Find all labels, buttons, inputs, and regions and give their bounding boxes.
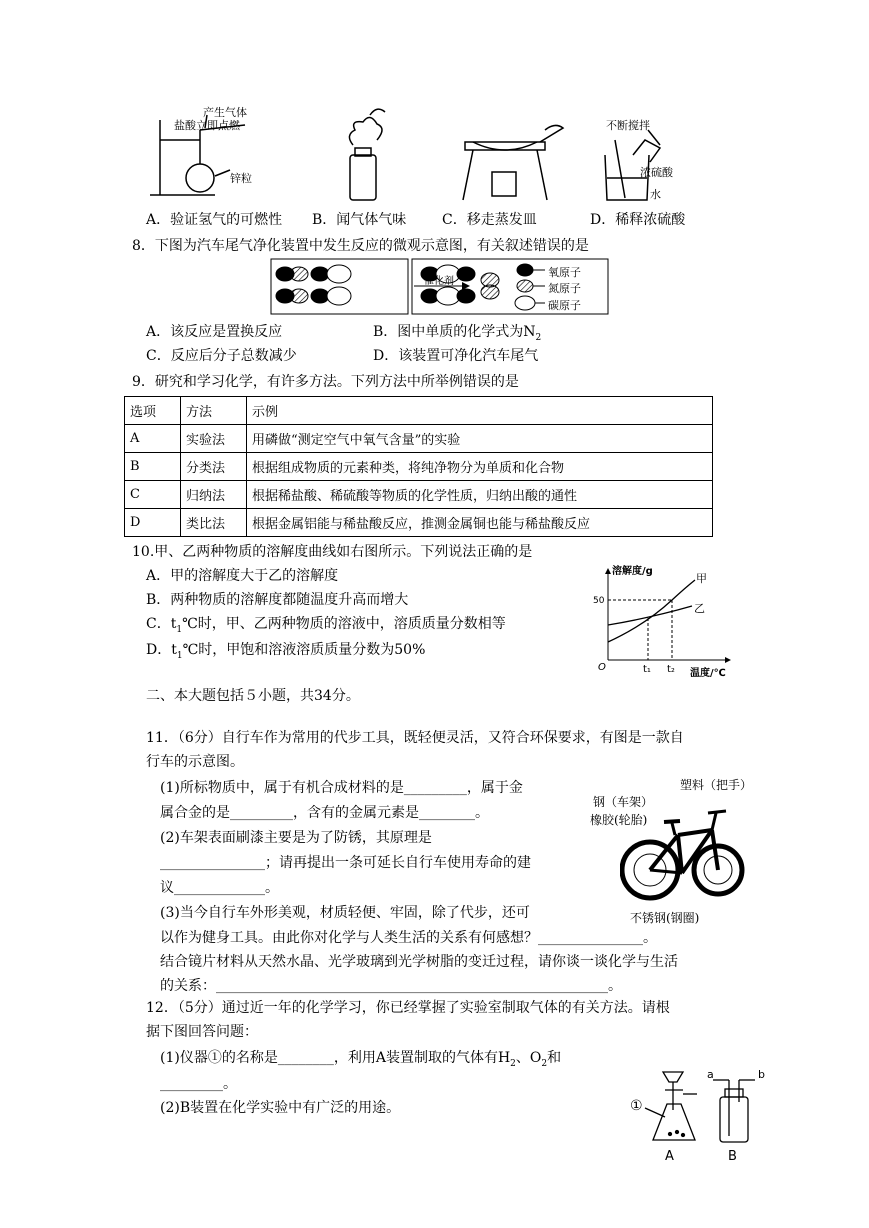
- table-row: [125, 425, 713, 453]
- q12-line-1: 12．（5分）通过近一年的化学学习，你已经掌握了实验室制取气体的有关方法。请根: [146, 1000, 670, 1016]
- q10-option-d-sub: 1: [176, 650, 183, 661]
- table-row: [125, 397, 713, 425]
- q11-line-8: (3)当今自行车外形美观，材质轻便、牢固，除了代步，还可: [160, 905, 530, 921]
- q7-d-label-water: 水: [650, 188, 661, 201]
- table-row: [125, 509, 713, 537]
- table-cell: 类比法: [181, 509, 247, 537]
- q11-line-11: 的关系：________________________________________________________。: [160, 978, 622, 994]
- q8-option-b-sub: 2: [535, 332, 542, 343]
- table-cell: 根据组成物质的元素种类，将纯净物分为单质和化合物: [247, 453, 713, 481]
- q11-label-plastic: 塑料（把手）: [680, 778, 753, 792]
- q11-line-10: 结合镜片材料从天然水晶、光学玻璃到光学树脂的变迁过程，请你谈一谈化学与生活: [160, 954, 678, 970]
- q8-legend-oxygen: 氧原子: [548, 266, 581, 279]
- q7-d-label-acid: 浓硫酸: [640, 166, 673, 179]
- table-header: 选项: [125, 397, 181, 425]
- q7-a-label-mid: 盐酸立即点燃: [174, 119, 240, 132]
- q12-line-2: 据下图回答问题：: [146, 1024, 258, 1040]
- q10-origin-label: O: [598, 662, 606, 673]
- q12-line-3-text: (1)仪器①的名称是________，利用A装置制取的气体有H: [160, 1050, 511, 1066]
- table-cell: B: [125, 453, 181, 481]
- q11-line-6: _______________；请再提出一条可延长自行车使用寿命的建: [160, 855, 531, 871]
- table-header: 示例: [247, 397, 713, 425]
- q10-t2-label: t₂: [667, 664, 675, 675]
- table-row: [125, 453, 713, 481]
- q10-ylabel: 溶解度/g: [612, 566, 653, 577]
- table-cell: 分类法: [181, 453, 247, 481]
- q8-catalyst-label: 催化剂: [424, 276, 454, 287]
- q12-line-4: _________。: [160, 1076, 237, 1092]
- q10-stem: 10.甲、乙两种物质的溶解度曲线如右图所示。下列说法正确的是: [132, 544, 533, 560]
- q8-option-b: [373, 322, 541, 348]
- q10-curve-yi: [608, 606, 692, 625]
- q9-stem: 9．研究和学习化学，有许多方法。下列方法中所举例错误的是: [132, 374, 519, 390]
- q12-A-label: A: [665, 1149, 674, 1164]
- q12-line-3-end: 和: [547, 1050, 562, 1066]
- q10-option-c-t: C．t: [146, 616, 177, 632]
- table-cell: C: [125, 481, 181, 509]
- q7-a-label-top: 产生气体: [203, 106, 247, 119]
- q7-option-a: A．验证氢气的可燃性: [146, 212, 283, 228]
- q12-B-label: B: [728, 1149, 737, 1164]
- q11-line-2: 行车的示意图。: [146, 754, 244, 770]
- table-cell: 实验法: [181, 425, 247, 453]
- q10-option-d-rest: ℃时，甲饱和溶液溶质质量分数为50%: [182, 642, 426, 658]
- q12-a-tube-label: a: [707, 1068, 714, 1081]
- q10-option-a: A．甲的溶解度大于乙的溶解度: [146, 568, 339, 584]
- q11-line-3: (1)所标物质中，属于有机合成材料的是_________，属于金: [160, 780, 523, 796]
- q10-option-d: [146, 640, 425, 666]
- table-cell: 归纳法: [181, 481, 247, 509]
- q11-label-stainless: 不锈钢(钢圈): [630, 911, 700, 925]
- q9-table: [124, 396, 713, 537]
- q12-circle-1-label: ①: [630, 1098, 643, 1114]
- table-cell: 根据金属铝能与稀盐酸反应，推测金属铜也能与稀盐酸反应: [247, 509, 713, 537]
- table-cell: 用磷做“测定空气中氧气含量”的实验: [247, 425, 713, 453]
- q8-option-a: A．该反应是置换反应: [146, 324, 283, 340]
- section-2-heading: 二、本大题包括５小题，共34分。: [146, 688, 360, 704]
- q11-label-rubber: 橡胶(轮胎): [590, 813, 648, 827]
- q12-b-tube-label: b: [758, 1068, 765, 1081]
- q7-a-label-side: 锌粒: [230, 172, 252, 185]
- q8-legend-nitrogen: 氮原子: [548, 282, 581, 295]
- q10-option-d-t: D．t: [146, 642, 177, 658]
- q7-option-c: C．移走蒸发皿: [442, 212, 537, 228]
- q10-jia-label: 甲: [696, 572, 707, 585]
- q12-line-3-sub-o: 2: [541, 1058, 548, 1069]
- q11-label-steel: 钢（车架）: [593, 795, 654, 809]
- q8-option-d: D．该装置可净化汽车尾气: [373, 348, 539, 364]
- q11-line-4: 属合金的是_________，含有的金属元素是________。: [160, 805, 489, 821]
- q10-solubility-graph: [590, 560, 740, 680]
- q10-option-b: B．两种物质的溶解度都随温度升高而增大: [146, 592, 409, 608]
- q10-option-c-sub: 1: [176, 624, 183, 635]
- q10-option-c: [146, 614, 506, 640]
- q10-xlabel: 温度/℃: [690, 668, 726, 679]
- q10-option-c-rest: ℃时，甲、乙两种物质的溶液中，溶质质量分数相等: [182, 616, 506, 632]
- q8-legend-carbon: 碳原子: [548, 299, 581, 312]
- q7-option-b: B．闻气体气味: [312, 212, 407, 228]
- table-cell: A: [125, 425, 181, 453]
- q10-curve-jia: [608, 580, 695, 642]
- table-row: [125, 481, 713, 509]
- q12-apparatus-figure: [625, 1062, 775, 1167]
- q8-option-c: C．反应后分子总数减少: [146, 348, 297, 364]
- table-cell: D: [125, 509, 181, 537]
- q7-d-label-top: 不断搅拌: [606, 119, 650, 132]
- q8-stem: 8．下图为汽车尾气净化装置中发生反应的微观示意图，有关叙述错误的是: [132, 238, 589, 254]
- q12-line-3-sub-h: 2: [510, 1058, 516, 1069]
- q11-line-1: 11．（6分）自行车作为常用的代步工具，既轻便灵活，又符合环保要求，有图是一款自: [146, 730, 684, 746]
- q8-option-b-text: B．图中单质的化学式为N: [373, 324, 536, 340]
- q10-t1-label: t₁: [643, 664, 651, 675]
- q12-line-5: (2)B装置在化学实验中有广泛的用途。: [160, 1100, 401, 1116]
- q7-option-d: D．稀释浓硫酸: [590, 212, 686, 228]
- table-cell: 根据稀盐酸、稀硫酸等物质的化学性质，归纳出酸的通性: [247, 481, 713, 509]
- q7-figure-c: [463, 125, 563, 200]
- q12-line-3-mid: 、O: [515, 1050, 542, 1066]
- q11-line-5: (2)车架表面刷漆主要是为了防锈，其原理是: [160, 830, 432, 846]
- table-header: 方法: [181, 397, 247, 425]
- q11-line-9: 以作为健身工具。由此你对化学与人类生活的关系有何感想？_______________。: [160, 930, 657, 946]
- q10-y50-label: 50: [593, 596, 605, 606]
- q12-line-3: [160, 1048, 561, 1074]
- q7-figure-b: [349, 109, 385, 200]
- q10-yi-label: 乙: [694, 602, 705, 615]
- q11-line-7: 议_____________。: [160, 880, 279, 896]
